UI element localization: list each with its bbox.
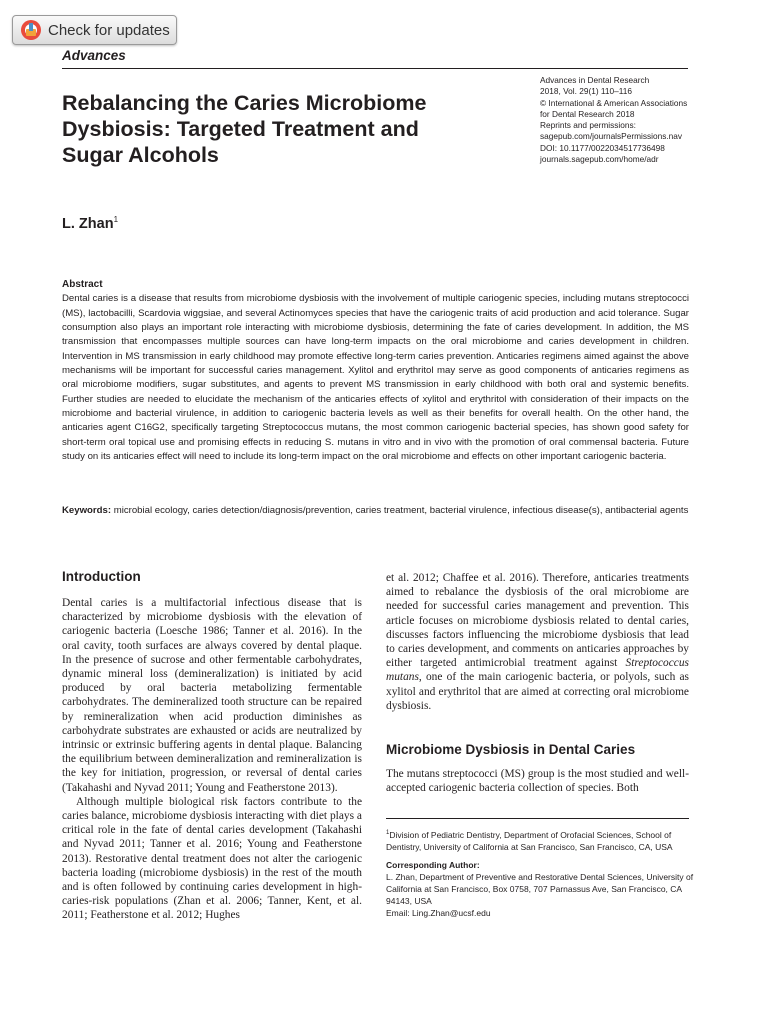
intro-paragraph-3-start: et al. 2012; Chaffee et al. 2016). Therefore, anticaries treatments aimed to rebalance the dysbiosis of the oral microbiome are needed for successful caries management and prevention. This article focuses on microbiome dysbiosis related to dental caries, discusses factors influencing the microbiome dysbiosis that lead to caries development, and comments on anticaries approaches by either targeted antimicrobial treatment against <box>386 572 689 670</box>
journal-volume: 2018, Vol. 29(1) 110–116 <box>540 86 632 97</box>
footnote-mark: 1 <box>386 830 390 836</box>
intro-paragraph-1: Dental caries is a multifactorial infectious disease that is characterized by microbiome dysbiosis with the elevation of cariogenic bacteria (Loesche 1986; Tanner et al. 2016). In the oral cavity, tooth surfaces are always covered by dental plaque. In the presence of sucrose and other fermentable carbohydrates, dynamic mineral loss (demineralization) is initiated by acid produced by oral bacteria metabolizing fermentable carbohydrates. The demineralized tooth structure can be repaired by remineralization when acid production diminishes as carbohydrate substrates are exhausted or acids are neutralized by intrinsic or extrinsic buffering agents in dental plaque. Balancing the equilibrium between demineralization and remineralization is the key for initiation, progression, or reversal of dental caries (Takahashi and Nyvad 2011; Young and Featherstone 2013). <box>62 597 362 794</box>
author-name: L. Zhan <box>62 215 114 232</box>
crossmark-icon <box>20 19 42 41</box>
abstract <box>62 278 689 464</box>
permissions-link[interactable]: sagepub.com/journalsPermissions.nav <box>540 131 683 142</box>
affiliation-footnote <box>386 827 706 853</box>
abstract-body: Dental caries is a disease that results from microbiome dysbiosis with the involvement of multiple cariogenic species, including mutans streptococci (MS), lactobacilli, Scardovia wiggsiae, and several Actinomyces species that have the cariogenic traits of acid production and acid tolerance. Sugar consumption also plays an important role interacting with microbiome dysbiosis, determining the fate of caries development. In addition, the MS transmission that encompasses multiple sources can have long-term impacts on the oral microbiome and caries development in children. Intervention in MS transmission in early childhood may promote effective long-term caries prevention. Anticaries regimens aimed against the above mechanisms will be important for successful caries management. Xylitol and erythritol may serve as good components of anticaries regimens as oral microbiome modifiers, sugar substitutes, and agents to prevent MS transmission in early childhood with both oral and systemic benefits. Further studies are needed to elucidate the mechanism of the anticaries effects of xylitol and erythritol with consideration of their impacts on the microbiome and bacterial virulence, in addition to cariogenic bacteria levels as well as their benefits for overall health. On the other hand, the anticaries agent C16G2, specifically targeting Streptococcus mutans, the most common cariogenic bacterial species, has shown good safety for short-term oral topical use and promising effects in reducing S. mutans in vitro and in vivo with the promotion of oral commensal bacteria. Future study on its anticaries effect will need to include its long-term impact on the oral microbiome and effects on other important cariogenic bacteria. <box>62 293 689 463</box>
author-line <box>62 215 118 232</box>
footnotes <box>386 827 706 919</box>
check-for-updates-label: Check for updates <box>48 21 170 39</box>
keywords <box>62 504 689 518</box>
corresponding-author-address: L. Zhan, Department of Preventive and Restorative Dental Sciences, University of California at San Francisco, Box 0758, 707 Parnassus Ave, San Francisco, CA 94143, USA <box>386 872 694 907</box>
section-tag: Advances <box>62 48 126 63</box>
intro-paragraph-3 <box>386 571 689 713</box>
journal-meta <box>540 75 750 165</box>
corresponding-author-heading: Corresponding Author: <box>386 860 480 871</box>
journal-name: Advances in Dental Research <box>540 75 650 85</box>
author-affiliation-mark: 1 <box>113 215 119 224</box>
affiliation-text: Division of Pediatric Dentistry, Department of Orofacial Sciences, School of Dentistry, University of California at San Francisco, San Francisco, CA, USA <box>386 829 673 852</box>
footnote-rule <box>386 818 689 819</box>
right-column <box>386 571 689 713</box>
left-column <box>62 596 362 923</box>
microbiome-column <box>386 767 689 795</box>
keywords-label: Keywords: <box>62 505 112 516</box>
check-for-updates-button[interactable] <box>12 15 177 45</box>
copyright-line: © International & American Associations <box>540 97 688 108</box>
abstract-heading: Abstract <box>62 279 103 290</box>
introduction-heading: Introduction <box>62 569 141 584</box>
journal-home-link[interactable]: journals.sagepub.com/home/adr <box>540 154 659 165</box>
copyright-line-2: for Dental Research 2018 <box>540 108 635 119</box>
microbiome-dysbiosis-heading: Microbiome Dysbiosis in Dental Caries <box>386 742 636 757</box>
microbiome-paragraph-1: The mutans streptococci (MS) group is the most studied and well-accepted cariogenic bacteria collection of species. Both <box>386 768 689 795</box>
intro-paragraph-3-end: , one of the main cariogenic bacteria, or polyols, such as xylitol and erythritol that are aimed at correcting oral microbiome dysbiosis. <box>386 671 689 712</box>
article-title: Rebalancing the Caries Microbiome Dysbiosis: Targeted Treatment and Sugar Alcohols <box>62 91 427 167</box>
header-rule <box>62 68 688 69</box>
reprints-line: Reprints and permissions: <box>540 120 636 131</box>
keywords-text: microbial ecology, caries detection/diagnosis/prevention, caries treatment, bacterial virulence, infectious disease(s), antibacterial agents <box>111 505 689 516</box>
species-name: Streptococcus mutans <box>386 657 689 684</box>
intro-paragraph-2: Although multiple biological risk factors contribute to the caries balance, microbiome dysbiosis interacting with diet plays a critical role in the fate of dental caries development (Takahashi and Nyvad 2011; Tanner et al. 2016; Young and Featherstone 2013). Restorative dental treatment does not alter the cariogenic bacteria loading (microbiome dysbiosis) in the rest of the mouth and is often followed by continuing caries development in high-caries-risk populations (Zhan et al. 2006; Tanner, Kent, et al. 2011; Featherstone et al. 2012; Hughes <box>62 795 362 922</box>
doi-link[interactable]: DOI: 10.1177/0022034517736498 <box>540 142 665 153</box>
corresponding-author-email[interactable]: Email: Ling.Zhan@ucsf.edu <box>386 908 491 919</box>
